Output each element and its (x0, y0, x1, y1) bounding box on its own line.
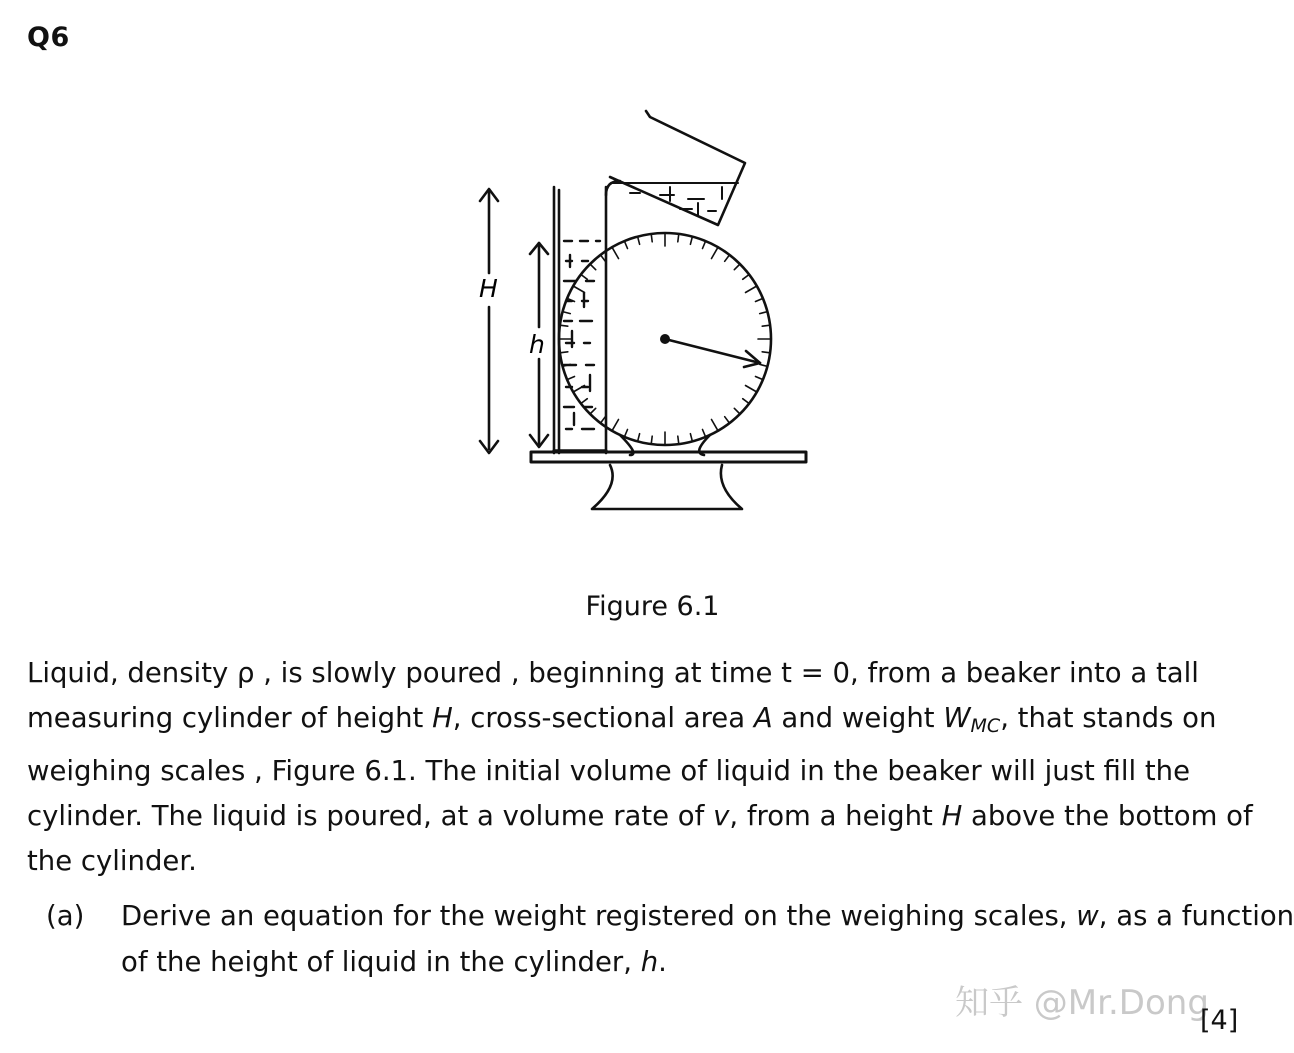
dial-tick (638, 237, 640, 245)
part-a-line-1: Derive an equation for the weight registered on the weighing scales, w, as a function (121, 900, 1294, 932)
dial-tick (734, 264, 740, 270)
scale-base (592, 465, 742, 509)
dial-tick (712, 247, 719, 258)
dial-tick (690, 237, 692, 245)
dial-tick (678, 234, 679, 242)
dial-tick (703, 430, 706, 437)
dial-tick (734, 408, 740, 414)
dial-tick (581, 399, 587, 404)
dial-tick (725, 255, 730, 261)
question-number: Q6 (27, 22, 70, 53)
part-a-label: (a) (46, 900, 85, 932)
apparatus-diagram (460, 95, 820, 525)
paragraph-line-4: cylinder. The liquid is poured, at a volume rate of v, from a height H above the bottom of (27, 800, 1253, 832)
dial-tick (678, 436, 679, 444)
scale-platform (531, 452, 806, 462)
dial-tick (573, 386, 584, 393)
label-h: h (529, 330, 545, 359)
height-H-arrow (480, 189, 498, 453)
dial-tick (581, 275, 587, 280)
dial-tick (756, 298, 763, 301)
dial-tick (762, 325, 770, 326)
dial-tick (743, 399, 749, 404)
part-a-line-2: of the height of liquid in the cylinder, h. (121, 946, 667, 978)
figure-caption: Figure 6.1 (585, 591, 720, 622)
dial-tick (651, 234, 652, 242)
dial-tick (760, 364, 768, 366)
paragraph-line-3: weighing scales , Figure 6.1. The initial volume of liquid in the beaker will just fill the (27, 755, 1191, 787)
figure-6-1 (460, 95, 820, 525)
dial-tick (612, 420, 619, 431)
marks-allocation: [4] (1200, 1005, 1239, 1036)
dial-tick (756, 377, 763, 380)
watermark: 知乎 @Mr.Dong (955, 983, 1209, 1023)
paragraph-line-1: Liquid, density ρ , is slowly poured , beginning at time t = 0, from a beaker into a tall (27, 657, 1199, 689)
dial-tick (573, 286, 584, 293)
dial-tick (690, 434, 692, 442)
question-paragraph (27, 651, 1253, 884)
dial-tick (760, 312, 768, 314)
dial-tick (638, 434, 640, 442)
paragraph-line-2: measuring cylinder of height H, cross-sectional area A and weight $W_{MC}$, that stands on (27, 702, 1217, 737)
dial-tick (560, 325, 568, 326)
dial-tick (560, 352, 568, 353)
dial-tick (624, 241, 627, 248)
beaker (610, 111, 745, 225)
dial-tick (601, 417, 606, 423)
dial-tick (590, 408, 596, 414)
dial-pointer (665, 339, 760, 367)
dial-tick (563, 312, 571, 314)
dial-tick (703, 241, 706, 248)
label-H: H (479, 274, 498, 303)
dial-tick (743, 275, 749, 280)
dial-tick (567, 377, 574, 380)
dial-tick (746, 286, 757, 293)
dial-tick (612, 247, 619, 258)
dial-tick (651, 436, 652, 444)
dial-tick (725, 417, 730, 423)
dial-tick (712, 420, 719, 431)
dial-tick (624, 430, 627, 437)
dial-pivot (660, 334, 670, 344)
dial-tick (601, 255, 606, 261)
dial-tick (762, 352, 770, 353)
paragraph-line-5: the cylinder. (27, 845, 197, 877)
dial-tick (590, 264, 596, 270)
part-a-text (121, 893, 1294, 985)
dial-tick (746, 386, 757, 393)
